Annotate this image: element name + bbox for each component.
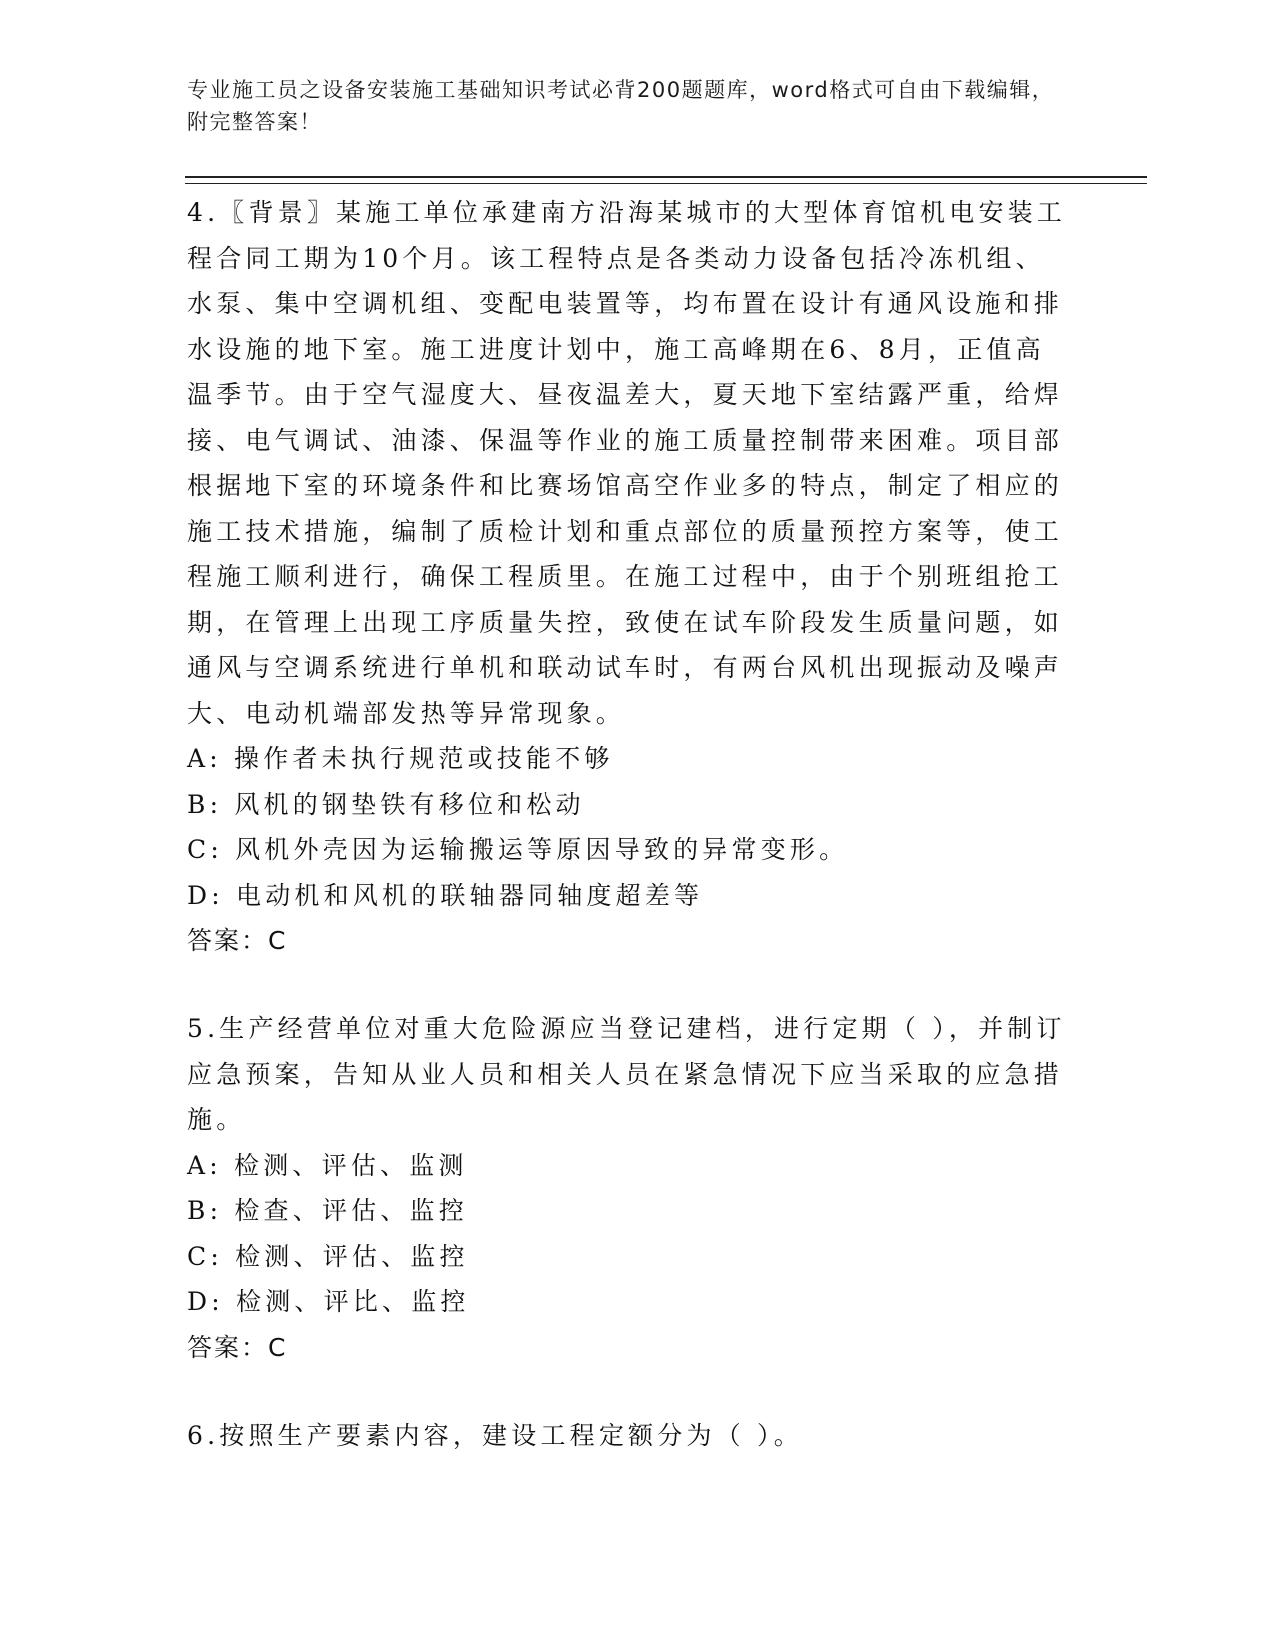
option-c: C: 风机外壳因为运输搬运等原因导致的异常变形。 (187, 835, 849, 864)
answer: 答案：C (187, 1332, 288, 1362)
question-text: 5.生产经营单位对重大危险源应当登记建档，进行定期（ ），并制订应急预案，告知从业人员和相关人员在紧急情况下应当采取的应急措施。 (187, 1014, 1066, 1134)
question-text: 6.按照生产要素内容，建设工程定额分为（ ）。 (187, 1420, 803, 1450)
option-a: A: 操作者未执行规范或技能不够 (187, 744, 614, 773)
header-rule-thin (185, 183, 1147, 184)
question-list (187, 190, 1087, 1500)
option-c: C: 检测、评估、监控 (187, 1241, 469, 1271)
question-6 (187, 1413, 1087, 1459)
option-d: D: 电动机和风机的联轴器同轴度超差等 (187, 880, 704, 910)
header-rule-thick (185, 176, 1147, 178)
option-b: B: 风机的钢垫铁有移位和松动 (187, 789, 585, 819)
option-d: D: 检测、评比、监控 (187, 1287, 470, 1316)
answer: 答案：C (187, 926, 288, 955)
option-b: B: 检查、评估、监控 (187, 1196, 468, 1225)
question-4 (187, 190, 1087, 964)
question-5 (187, 1006, 1087, 1371)
question-text: 4.〖背景〗某施工单位承建南方沿海某城市的大型体育馆机电安装工程合同工期为10个月。该工程特点是各类动力设备包括冷冻机组、水泵、集中空调机组、变配电装置等，均布置在设计有通风设施和排水设施的地下室。施工进度计划中，施工高峰期在6、8月，正值高温季节。由于空气湿度大、昼夜温差大，夏天地下室结露严重，给焊接、电气调试、油漆、保温等作业的施工质量控制带来困难。项目部根据地下室的环境条件和比赛场馆高空作业多的特点，制定了相应的施工技术措施，编制了质检计划和重点部位的质量预控方案等，使工程施工顺利进行，确保工程质里。在施工过程中，由于个别班组抢工期，在管理上出现工序质量失控，致使在试车阶段发生质量问题，如通风与空调系统进行单机和联动试车时，有两台风机出现振动及噪声大、电动机端部发热等异常现象。 (187, 198, 1067, 728)
page-header: 专业施工员之设备安装施工基础知识考试必背200题题库，word格式可自由下载编辑，附完整答案！ (187, 78, 1055, 134)
option-a: A: 检测、评估、监测 (187, 1150, 468, 1180)
